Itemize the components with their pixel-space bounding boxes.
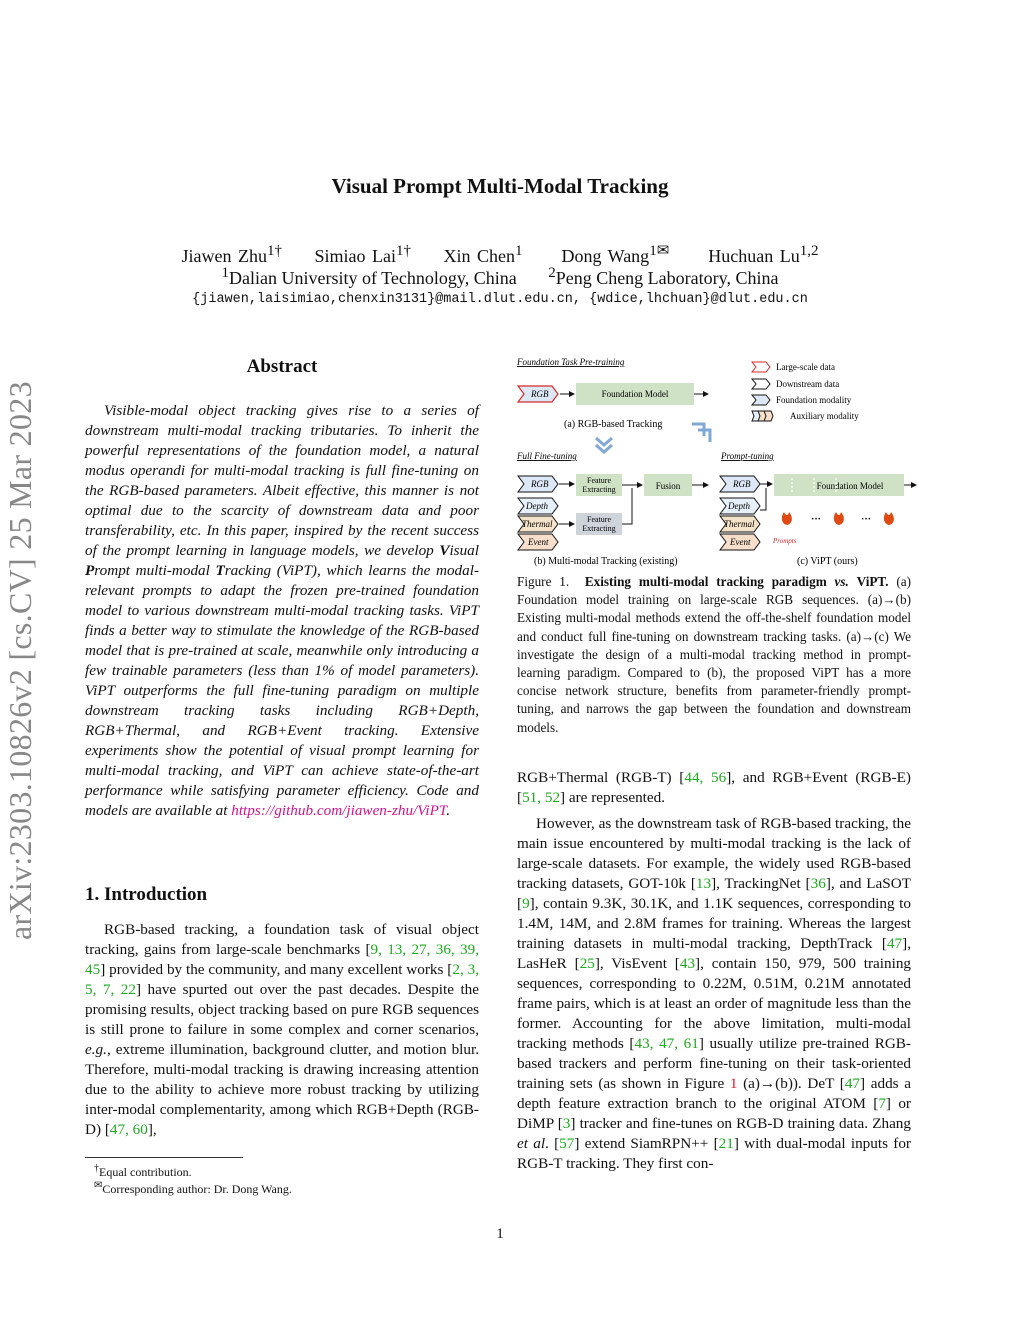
figure-reference[interactable]: 1 <box>729 1075 738 1092</box>
author: Jiawen Zhu$^{1\dagger}$ <box>181 243 282 266</box>
citation[interactable]: 3 <box>562 1115 571 1132</box>
citation[interactable]: 9, 13, 27, 36, 39, 45 <box>85 941 480 978</box>
svg-text:Event: Event <box>528 537 549 547</box>
citation[interactable]: 57 <box>559 1135 575 1152</box>
chevron-down-icon <box>596 438 612 445</box>
citation[interactable]: 9 <box>522 895 530 912</box>
svg-text:Thermal: Thermal <box>522 519 553 529</box>
affiliation: $^1$Dalian University of Technology, China <box>221 265 517 288</box>
citation[interactable]: 7 <box>878 1095 886 1112</box>
svg-text:···: ··· <box>811 514 822 525</box>
arxiv-identifier: arXiv:2303.10826v2 [cs.CV] 25 Mar 2023 <box>2 381 38 940</box>
figure-1 <box>514 352 918 572</box>
svg-text:Prompts: Prompts <box>773 537 797 545</box>
author-list <box>0 241 1000 267</box>
affiliations <box>0 265 1000 289</box>
svg-text:Extracting: Extracting <box>582 485 616 494</box>
abstract-body: Visible-modal object tracking gives rise to a series of downstream multi-modal tracking tributaries. To inherit the powerful representations of the foundation model, a natural modus operandi for multi-modal tracking is full fine-tuning on the RGB-based parameters. Albeit effective, this manner is not optimal due to the scarcity of downstream data and poor transferability, etc. In this paper, inspired by the recent success of the prompt learning in language models, we develop Visual Prompt multi-modal Tracking (ViPT), which learns the modal-relevant prompts to adapt the frozen pre-trained foundation model to various downstream multi-modal tracking tasks. ViPT finds a better way to stimulate the knowledge of the RGB-based model that is pre-trained at scale, meanwhile only introducing a few trainable parameters (less than 1% of model parameters). ViPT outperforms the full fine-tuning paradigm on multiple downstream tracking tasks including RGB+Depth, RGB+Thermal, and RGB+Event tracking. Extensive experiments show the potential of visual prompt learning for multi-modal tracking, and ViPT can achieve state-of-the-art performance while satisfying parameter efficiency. Code and models are available at https://github.com/jiawen-zhu/ViPT. <box>85 402 480 819</box>
svg-text:Large-scale data: Large-scale data <box>776 362 836 372</box>
prompt-flame-icon <box>782 512 792 525</box>
footnote-rule <box>85 1157 243 1158</box>
citation[interactable]: 36 <box>810 875 826 892</box>
code-link[interactable]: https://github.com/jiawen-zhu/ViPT <box>231 802 447 819</box>
svg-text:RGB: RGB <box>531 479 549 489</box>
citation[interactable]: 13 <box>695 875 712 892</box>
footnote: ✉Corresponding author: Dr. Dong Wang. <box>94 1180 292 1196</box>
introduction-heading: 1. Introduction <box>85 884 208 905</box>
citation[interactable]: 51, 52 <box>522 789 561 806</box>
svg-text:Foundation Model: Foundation Model <box>601 389 669 399</box>
citation[interactable]: 43 <box>679 955 696 972</box>
author: Xin Chen$^1$ <box>443 243 523 266</box>
svg-text:RGB: RGB <box>531 389 549 399</box>
citation[interactable]: 47 <box>886 935 903 952</box>
citation[interactable]: 43, 47, 61 <box>634 1035 699 1052</box>
svg-text:(a) RGB-based Tracking: (a) RGB-based Tracking <box>564 419 663 430</box>
svg-text:Event: Event <box>730 537 751 547</box>
svg-text:Extracting: Extracting <box>582 524 616 533</box>
author: Simiao Lai$^{1\dagger}$ <box>314 243 411 266</box>
svg-text:(c) ViPT (ours): (c) ViPT (ours) <box>797 556 858 567</box>
citation[interactable]: 21 <box>718 1135 734 1152</box>
affiliation: $^2$Peng Cheng Laboratory, China <box>548 265 779 288</box>
figure-1-caption: Figure 1. Existing multi-modal tracking paradigm vs. ViPT. (a) Foundation model training on large-scale RGB sequences. (a)→(b) Existing multi-modal methods extend the off-the-shelf foundation model and conduct full fine-tuning on downstream tracking tasks. (a)→(c) We investigate the design of a multi-modal tracking method in prompt-learning paradigm. Compared to (b), the proposed ViPT has a more concise network structure, benefits from parameter-friendly prompt-tuning, and narrows the gap between the foundation and downstream models. <box>517 574 912 735</box>
introduction-body: RGB-based tracking, a foundation task of visual object tracking, gains from large-scale benchmarks [9, 13, 27, 36, 39, 45] provided by the community, and many excellent works [2, 3, 5, 7, 22] have spurted out over the past decades. Despite the promising results, object tracking based on pure RGB sequences is still prone to failure in some complex and corner scenarios, e.g., extreme illumination, background clutter, and motion blur. Therefore, multi-modal tracking is drawing increasing attention due to the ability to achieve more robust tracking by utilizing inter-modal complementarity, among which RGB+Depth (RGB-D) [47, 60], <box>85 921 480 1138</box>
svg-text:(b) Multi-modal Tracking (exis: (b) Multi-modal Tracking (existing) <box>534 556 678 567</box>
citation[interactable]: 2, 3, 5, 7, 22 <box>85 961 479 998</box>
page-number: 1 <box>496 1226 504 1242</box>
svg-text:Depth: Depth <box>728 501 750 511</box>
svg-text:Auxiliary modality: Auxiliary modality <box>790 411 859 421</box>
prompt-flame-icon <box>884 512 894 525</box>
author-emails: {jiawen,laisimiao,chenxin3131}@mail.dlut.edu.cn, {wdice,lhchuan}@dlut.edu.cn <box>192 292 808 307</box>
author: Huchuan Lu$^{1,2}$ <box>708 243 819 266</box>
citation[interactable]: 47 <box>844 1075 861 1092</box>
svg-text:···: ··· <box>861 514 872 525</box>
svg-text:Thermal: Thermal <box>724 519 755 529</box>
abstract-heading: Abstract <box>246 356 318 377</box>
footnote: †Equal contribution. <box>94 1163 192 1179</box>
author: Dong Wang$^{1✉}$ <box>561 243 670 266</box>
prompt-flame-icon <box>834 512 844 525</box>
svg-text:Feature: Feature <box>587 515 611 524</box>
svg-text:Foundation Model: Foundation Model <box>816 481 884 491</box>
svg-text:Fusion: Fusion <box>655 481 681 491</box>
right-column-body: RGB+Thermal (RGB-T) [44, 56], and RGB+Event (RGB-E) [51, 52] are represented. However, as the downstream task of RGB-based tracking, the main issue encountered by multi-modal tracking is the lack of large-scale datasets. For example, the widely used RGB-based tracking datasets, GOT-10k [13], TrackingNet [36], and LaSOT [9], contain 9.3K, 30.1K, and 1.1K sequences, corresponding to 1.4M, 14M, and 2.8M frames for training. Whereas the largest training datasets in multi-modal tracking, DepthTrack [47], LasHeR [25], VisEvent [43], contain 150, 979, 500 training sequences, corresponding to 0.22M, 0.51M, 0.21M annotated frame pairs, which is at least an order of magnitude less than the former. Accounting for the above limitation, multi-modal tracking methods [43, 47, 61] usually utilize pre-trained RGB-based trackers and perform fine-tuning on their task-oriented training sets (as shown in Figure 1 (a)→(b)). DeT [47] adds a depth feature extraction branch to the original ATOM [7] or DiMP [3] tracker and fine-tunes on RGB-D training data. Zhang et al. [57] extend SiamRPN++ [21] with dual-modal inputs for RGB-T tracking. They first con- <box>517 769 912 1172</box>
svg-text:Full Fine-tuning: Full Fine-tuning <box>517 451 577 461</box>
svg-text:Depth: Depth <box>526 501 548 511</box>
svg-text:RGB: RGB <box>733 479 751 489</box>
paper-title: Visual Prompt Multi-Modal Tracking <box>331 174 669 198</box>
citation[interactable]: 44, 56 <box>684 769 727 786</box>
pretrain-title: Foundation Task Pre-training <box>517 357 625 367</box>
citation[interactable]: 47, 60 <box>109 1121 148 1138</box>
svg-text:Downstream data: Downstream data <box>776 379 840 389</box>
svg-text:Foundation modality: Foundation modality <box>776 395 852 405</box>
svg-text:Feature: Feature <box>587 476 611 485</box>
svg-text:Prompt-tuning: Prompt-tuning <box>721 451 774 461</box>
citation[interactable]: 25 <box>579 955 595 972</box>
